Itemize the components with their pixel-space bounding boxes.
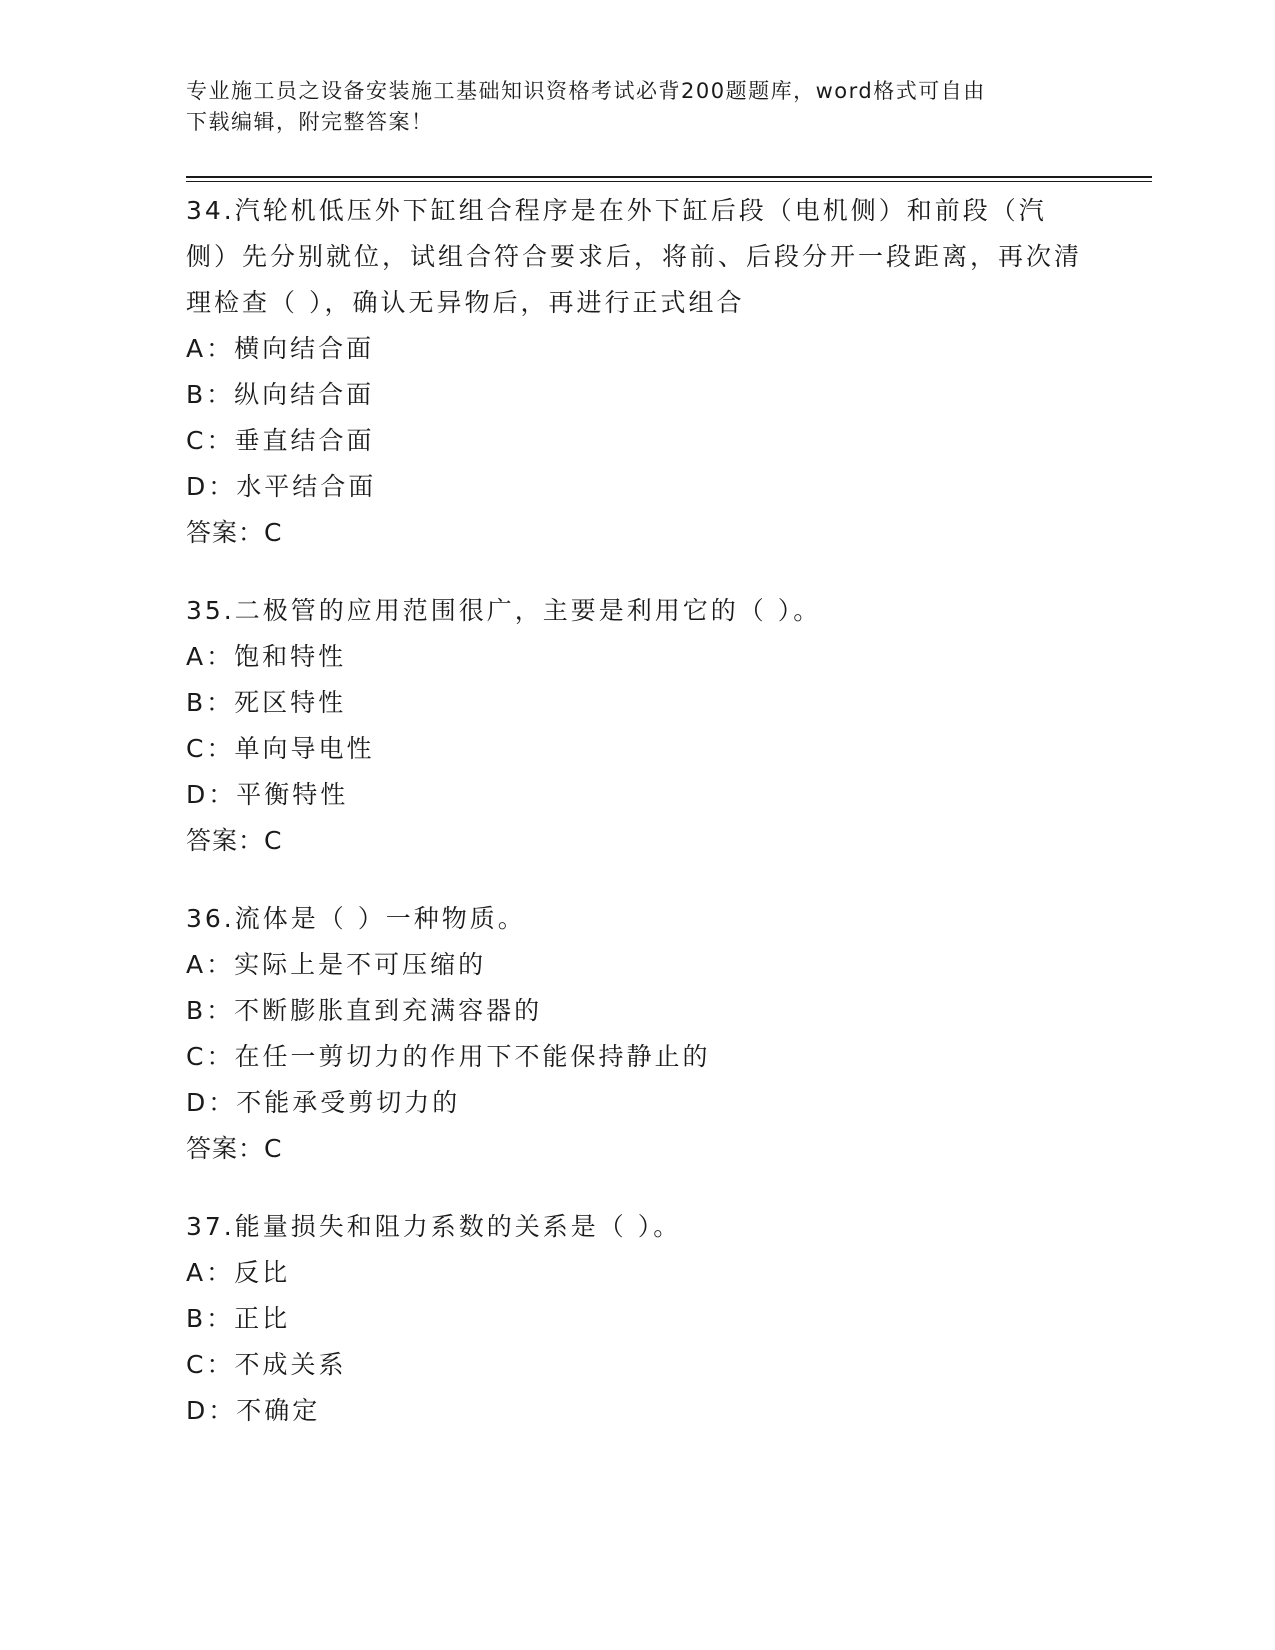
question-37 — [186, 1204, 1086, 1434]
question-stem: 35.二极管的应用范围很广，主要是利用它的（ ）。 — [186, 596, 822, 625]
answer-line: 答案：C — [186, 1134, 283, 1163]
question-stem: 34.汽轮机低压外下缸组合程序是在外下缸后段（电机侧）和前段（汽侧）先分别就位，试组合符合要求后，将前、后段分开一段距离，再次清理检查（ ），确认无异物后，再进行正式组合 — [186, 196, 1083, 317]
question-stem: 37.能量损失和阻力系数的关系是（ ）。 — [186, 1212, 682, 1241]
question-list — [186, 188, 1086, 1466]
option-a: A：实际上是不可压缩的 — [186, 950, 487, 979]
option-b: B：正比 — [186, 1304, 291, 1333]
option-c: C：在任一剪切力的作用下不能保持静止的 — [186, 1042, 711, 1071]
option-d: D：平衡特性 — [186, 780, 349, 809]
option-a: A：横向结合面 — [186, 334, 375, 363]
document-title-line-2: 下载编辑，附完整答案！ — [186, 110, 434, 134]
option-b: B：死区特性 — [186, 688, 347, 717]
option-d: D：水平结合面 — [186, 472, 377, 501]
document-title-line-1: 专业施工员之设备安装施工基础知识资格考试必背200题题库，word格式可自由 — [186, 79, 986, 103]
question-stem: 36.流体是（ ）一种物质。 — [186, 904, 526, 933]
option-c: C：单向导电性 — [186, 734, 375, 763]
option-b: B：纵向结合面 — [186, 380, 375, 409]
page-header — [186, 76, 1066, 138]
answer-line: 答案：C — [186, 826, 283, 855]
option-d: D：不确定 — [186, 1396, 321, 1425]
question-36 — [186, 896, 1086, 1172]
option-a: A：反比 — [186, 1258, 291, 1287]
header-divider-thick — [186, 176, 1152, 178]
answer-line: 答案：C — [186, 518, 283, 547]
header-divider-thin — [186, 181, 1152, 182]
option-d: D：不能承受剪切力的 — [186, 1088, 461, 1117]
question-34 — [186, 188, 1086, 556]
option-c: C：垂直结合面 — [186, 426, 375, 455]
option-a: A：饱和特性 — [186, 642, 347, 671]
question-35 — [186, 588, 1086, 864]
option-b: B：不断膨胀直到充满容器的 — [186, 996, 543, 1025]
option-c: C：不成关系 — [186, 1350, 347, 1379]
